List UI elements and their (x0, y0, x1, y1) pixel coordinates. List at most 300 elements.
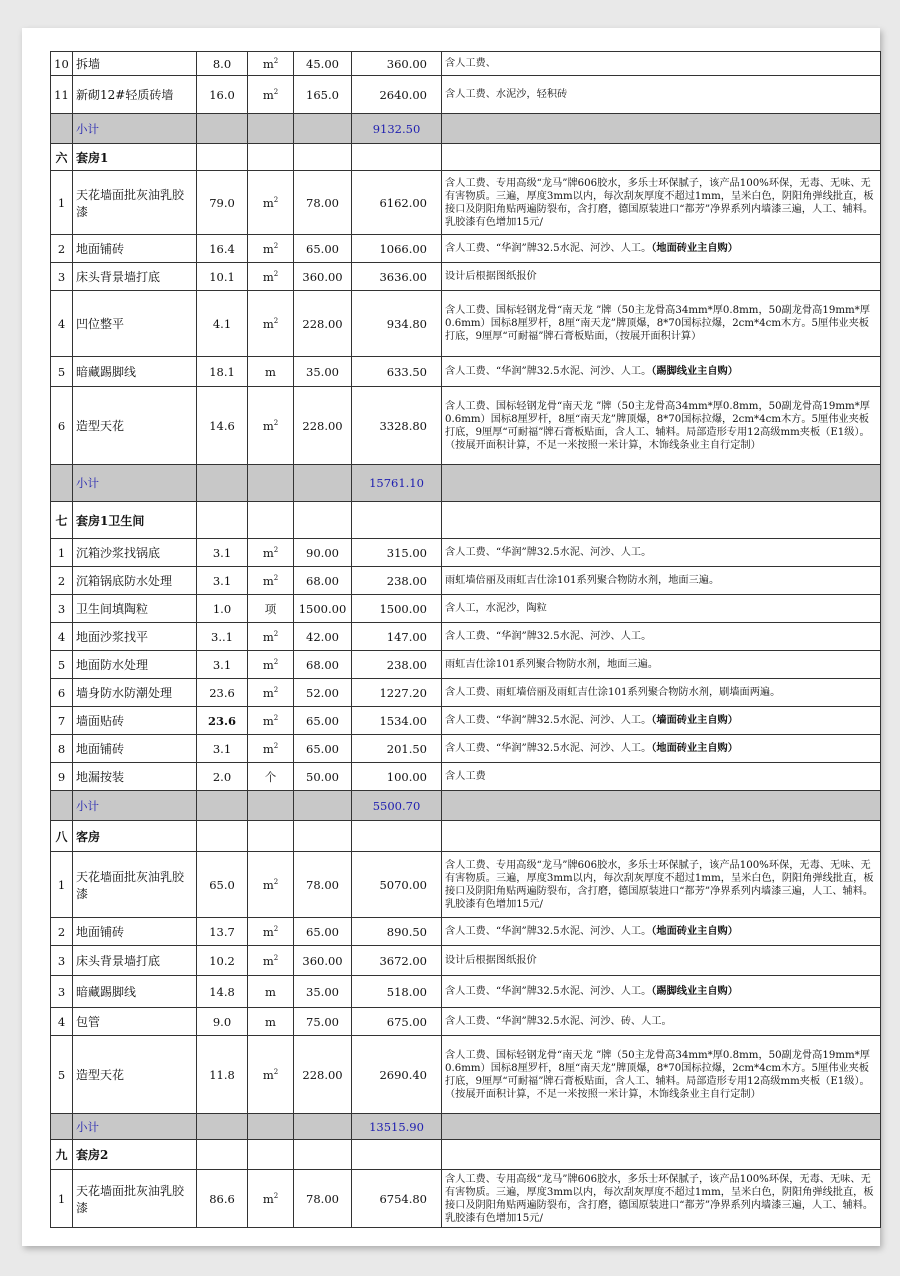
item-name: 造型天花 (73, 387, 197, 465)
unit-exponent: 2 (273, 877, 279, 886)
owner-supplied-note: （墙面砖业主自购） (651, 714, 738, 726)
section-blank (294, 502, 352, 539)
row-number: 7 (51, 707, 73, 735)
unit-base: m (262, 741, 274, 756)
subtotal-value: 9132.50 (352, 114, 442, 144)
subtotal-blank (248, 1114, 294, 1140)
item-note (442, 567, 881, 595)
unit-exponent: 2 (273, 629, 279, 638)
quantity: 4.1 (197, 291, 248, 357)
unit (248, 679, 294, 707)
table-row (51, 235, 881, 263)
unit: 项 (248, 595, 294, 623)
subtotal-value: 15761.10 (352, 465, 442, 502)
section-blank (352, 821, 442, 852)
table-row (51, 679, 881, 707)
row-number: 1 (51, 171, 73, 235)
unit (248, 263, 294, 291)
line-total: 1227.20 (352, 679, 442, 707)
quantity: 16.4 (197, 235, 248, 263)
subtotal-row (51, 791, 881, 821)
section-blank (442, 821, 881, 852)
item-note (442, 1170, 881, 1228)
table-row (51, 539, 881, 567)
unit (248, 623, 294, 651)
note-text: 含人工费、雨虹墙倍丽及雨虹吉仕涂101系列聚合物防水剂，刷墙面两遍。 (445, 687, 781, 698)
row-number: 2 (51, 567, 73, 595)
table-row (51, 263, 881, 291)
item-name: 沉箱沙浆找锅底 (73, 539, 197, 567)
row-number: 3 (51, 595, 73, 623)
unit-price: 68.00 (294, 651, 352, 679)
section-title: 套房1卫生间 (73, 502, 197, 539)
unit-base: m (262, 629, 274, 644)
subtotal-blank (442, 114, 881, 144)
owner-supplied-note: （踢脚线业主自购） (651, 365, 738, 377)
quantity: 2.0 (197, 763, 248, 791)
line-total: 315.00 (352, 539, 442, 567)
unit-exponent: 2 (273, 241, 279, 250)
item-name: 沉箱锅底防水处理 (73, 567, 197, 595)
line-total: 360.00 (352, 52, 442, 76)
line-total: 633.50 (352, 357, 442, 387)
row-number: 4 (51, 291, 73, 357)
unit-exponent: 2 (273, 418, 279, 427)
line-total: 518.00 (352, 976, 442, 1008)
item-note (442, 679, 881, 707)
table-row (51, 735, 881, 763)
note-text: 含人工费、“华润”牌32.5水泥、河沙、人工。 (445, 926, 652, 937)
subtotal-label: 小计 (73, 791, 197, 821)
item-name: 暗藏踢脚线 (73, 976, 197, 1008)
table-row (51, 946, 881, 976)
section-blank (442, 1140, 881, 1170)
subtotal-blank (197, 114, 248, 144)
subtotal-blank (197, 791, 248, 821)
unit-base: m (262, 241, 274, 256)
section-blank (248, 821, 294, 852)
unit (248, 387, 294, 465)
line-total: 6754.80 (352, 1170, 442, 1228)
unit-exponent: 2 (273, 1067, 279, 1076)
note-text: 含人工费 (445, 771, 486, 782)
unit-exponent: 2 (273, 713, 279, 722)
unit-price: 228.00 (294, 1036, 352, 1114)
item-note (442, 735, 881, 763)
quantity: 23.6 (197, 707, 248, 735)
quantity: 3.1 (197, 735, 248, 763)
unit-price: 35.00 (294, 357, 352, 387)
unit: m (248, 1008, 294, 1036)
unit-price: 35.00 (294, 976, 352, 1008)
section-blank (442, 144, 881, 171)
subtotal-blank (51, 791, 73, 821)
subtotal-value: 5500.70 (352, 791, 442, 821)
unit: 个 (248, 763, 294, 791)
section-blank (442, 502, 881, 539)
subtotal-blank (51, 465, 73, 502)
unit-base: m (262, 657, 274, 672)
unit (248, 735, 294, 763)
note-text: 含人工费、专用高级“龙马”牌606胶水，多乐士环保腻子，该产品100%环保，无毒、无味、无有害物质。三遍，厚度3mm以内，每次刮灰厚度不超过1mm，呈米白色，阴阳角弹线批直，板接口及阴阳角贴两遍防裂布，含打磨，德国原装进口“都芳”净界系列内墙漆三遍，人工、辅料。乳胶漆有色增加15元/ (445, 177, 874, 228)
unit-price: 165.0 (294, 76, 352, 114)
section-blank (352, 1140, 442, 1170)
subtotal-blank (51, 114, 73, 144)
quantity: 10.2 (197, 946, 248, 976)
unit (248, 235, 294, 263)
row-number: 3 (51, 263, 73, 291)
quantity: 3.1 (197, 539, 248, 567)
subtotal-blank (248, 465, 294, 502)
section-blank (352, 144, 442, 171)
unit-price: 65.00 (294, 735, 352, 763)
line-total: 100.00 (352, 763, 442, 791)
note-text: 含人工费、 (445, 58, 496, 69)
line-total: 934.80 (352, 291, 442, 357)
unit-price: 50.00 (294, 763, 352, 791)
quantity: 10.1 (197, 263, 248, 291)
item-note (442, 852, 881, 918)
unit-exponent: 2 (273, 87, 279, 96)
quantity: 79.0 (197, 171, 248, 235)
table-row (51, 651, 881, 679)
unit-base: m (262, 316, 274, 331)
unit-exponent: 2 (273, 741, 279, 750)
row-number: 10 (51, 52, 73, 76)
unit-price: 68.00 (294, 567, 352, 595)
line-total: 1066.00 (352, 235, 442, 263)
unit-price: 45.00 (294, 52, 352, 76)
owner-supplied-note: （地面砖业主自购） (651, 925, 738, 937)
row-number: 6 (51, 679, 73, 707)
row-number: 4 (51, 1008, 73, 1036)
subtotal-blank (294, 791, 352, 821)
item-name: 地面铺砖 (73, 235, 197, 263)
unit-price: 75.00 (294, 1008, 352, 1036)
note-text: 雨虹吉仕涂101系列聚合物防水剂，地面三遍。 (445, 659, 659, 670)
item-name: 凹位整平 (73, 291, 197, 357)
unit (248, 52, 294, 76)
quantity: 3.1 (197, 651, 248, 679)
quantity: 3..1 (197, 623, 248, 651)
section-number: 七 (51, 502, 73, 539)
unit-base: m (262, 713, 274, 728)
item-name: 造型天花 (73, 1036, 197, 1114)
note-text: 含人工费、水泥沙，轻积砖 (445, 89, 568, 100)
item-note (442, 595, 881, 623)
section-blank (294, 144, 352, 171)
item-name: 地面铺砖 (73, 918, 197, 946)
subtotal-blank (248, 114, 294, 144)
unit-price: 360.00 (294, 263, 352, 291)
section-title: 套房2 (73, 1140, 197, 1170)
unit-price: 65.00 (294, 235, 352, 263)
quantity: 3.1 (197, 567, 248, 595)
note-text: 含人工费、“华润”牌32.5水泥、河沙、人工。 (445, 986, 652, 997)
section-title: 套房1 (73, 144, 197, 171)
quantity: 1.0 (197, 595, 248, 623)
section-number: 八 (51, 821, 73, 852)
row-number: 6 (51, 387, 73, 465)
item-name: 卫生间填陶粒 (73, 595, 197, 623)
unit-exponent: 2 (273, 657, 279, 666)
subtotal-label: 小计 (73, 465, 197, 502)
row-number: 8 (51, 735, 73, 763)
note-text: 含人工费、“华润”牌32.5水泥、河沙、人工。 (445, 243, 652, 254)
table-row (51, 1036, 881, 1114)
unit-exponent: 2 (273, 316, 279, 325)
unit-price: 65.00 (294, 918, 352, 946)
quantity: 14.6 (197, 387, 248, 465)
table-row (51, 387, 881, 465)
section-header-row (51, 144, 881, 171)
line-total: 890.50 (352, 918, 442, 946)
note-text: 含人工费、国标轻钢龙骨“南天龙 ”牌（50主龙骨高34mm*厚0.8mm，50副龙骨高19mm*厚0.6mm）国标8厘罗杆，8厘“南天龙”牌顶爆，8*70国标拉爆，2cm*4cm木方。5厘伟业夹板打底，9厘厚“可耐福”牌石膏板贴面，含人工、辅料。局部造形专用12高级mm夹板（E1级）。（按展开面积计算，不足一米按照一米计算，木饰线条业主自行定制） (445, 400, 870, 451)
owner-supplied-note: （地面砖业主自购） (651, 242, 738, 254)
row-number: 9 (51, 763, 73, 791)
item-name: 床头背景墙打底 (73, 263, 197, 291)
quantity: 16.0 (197, 76, 248, 114)
unit-exponent: 2 (273, 685, 279, 694)
section-header-row (51, 821, 881, 852)
row-number: 2 (51, 918, 73, 946)
unit-base: m (262, 418, 274, 433)
item-note (442, 918, 881, 946)
unit-exponent: 2 (273, 195, 279, 204)
note-text: 含人工费、“华润”牌32.5水泥、河沙、人工。 (445, 715, 652, 726)
item-note (442, 539, 881, 567)
item-note (442, 946, 881, 976)
subtotal-blank (294, 465, 352, 502)
unit (248, 76, 294, 114)
table-row (51, 1008, 881, 1036)
line-total: 3636.00 (352, 263, 442, 291)
item-note (442, 707, 881, 735)
subtotal-blank (442, 465, 881, 502)
item-note (442, 763, 881, 791)
note-text: 含人工，水泥沙，陶粒 (445, 603, 547, 614)
note-text: 含人工费、“华润”牌32.5水泥、河沙、人工。 (445, 547, 652, 558)
section-blank (248, 502, 294, 539)
item-name: 天花墙面批灰油乳胶漆 (73, 171, 197, 235)
table-row (51, 567, 881, 595)
item-note (442, 976, 881, 1008)
item-name: 地漏按装 (73, 763, 197, 791)
unit-exponent: 2 (273, 545, 279, 554)
item-note (442, 171, 881, 235)
section-blank (294, 1140, 352, 1170)
row-number: 4 (51, 623, 73, 651)
line-total: 1534.00 (352, 707, 442, 735)
subtotal-blank (248, 791, 294, 821)
line-total: 675.00 (352, 1008, 442, 1036)
section-header-row (51, 1140, 881, 1170)
unit-price: 228.00 (294, 387, 352, 465)
owner-supplied-note: （地面砖业主自购） (651, 742, 738, 754)
note-text: 含人工费、专用高级“龙马”牌606胶水，多乐士环保腻子，该产品100%环保，无毒、无味、无有害物质。三遍，厚度3mm以内，每次刮灰厚度不超过1mm，呈米白色，阴阳角弹线批直，板接口及阴阳角贴两遍防裂布，含打磨，德国原装进口“都芳”净界系列内墙漆三遍，人工、辅料。乳胶漆有色增加15元/ (445, 859, 874, 910)
quantity: 23.6 (197, 679, 248, 707)
unit (248, 539, 294, 567)
table-row (51, 52, 881, 76)
line-total: 2640.00 (352, 76, 442, 114)
note-text: 含人工费、“华润”牌32.5水泥、河沙、砖、人工。 (445, 1016, 672, 1027)
table-row (51, 291, 881, 357)
table-row (51, 595, 881, 623)
quantity: 65.0 (197, 852, 248, 918)
unit (248, 946, 294, 976)
subtotal-value: 13515.90 (352, 1114, 442, 1140)
note-text: 设计后根据图纸报价 (445, 271, 537, 282)
section-number: 九 (51, 1140, 73, 1170)
row-number: 11 (51, 76, 73, 114)
subtotal-blank (51, 1114, 73, 1140)
note-text: 含人工费、专用高级“龙马”牌606胶水，多乐士环保腻子，该产品100%环保，无毒、无味、无有害物质。三遍，厚度3mm以内，每次刮灰厚度不超过1mm，呈米白色，阴阳角弹线批直，板接口及阴阳角贴两遍防裂布，含打磨，德国原装进口“都芳”净界系列内墙漆三遍，人工、辅料。乳胶漆有色增加15元/ (445, 1173, 874, 1224)
section-number: 六 (51, 144, 73, 171)
item-note (442, 76, 881, 114)
unit-exponent: 2 (273, 1191, 279, 1200)
unit-exponent: 2 (273, 269, 279, 278)
table-row (51, 357, 881, 387)
table-row (51, 623, 881, 651)
section-blank (248, 1140, 294, 1170)
item-name: 墙面贴砖 (73, 707, 197, 735)
subtotal-blank (442, 1114, 881, 1140)
unit-base: m (262, 1067, 274, 1082)
unit-base: m (262, 953, 274, 968)
unit (248, 918, 294, 946)
unit-price: 228.00 (294, 291, 352, 357)
row-number: 5 (51, 651, 73, 679)
quantity: 18.1 (197, 357, 248, 387)
section-blank (197, 144, 248, 171)
line-total: 1500.00 (352, 595, 442, 623)
unit-base: m (262, 924, 274, 939)
table-row (51, 76, 881, 114)
item-note (442, 263, 881, 291)
subtotal-row (51, 114, 881, 144)
quotation-rows (51, 52, 881, 1228)
line-total: 5070.00 (352, 852, 442, 918)
unit-base: m (262, 545, 274, 560)
row-number: 3 (51, 976, 73, 1008)
table-row (51, 707, 881, 735)
note-text: 含人工费、国标轻钢龙骨“南天龙 ”牌（50主龙骨高34mm*厚0.8mm，50副龙骨高19mm*厚0.6mm）国标8厘罗杆，8厘“南天龙”牌顶爆，8*70国标拉爆，2cm*4cm木方。5厘伟业夹板打底，9厘厚“可耐福”牌石膏板贴面，含人工、辅料。局部造形专用12高级mm夹板（E1级）。（按展开面积计算，不足一米按照一米计算，木饰线条业主自行定制） (445, 1049, 870, 1100)
table-row (51, 976, 881, 1008)
unit-base: m (262, 56, 274, 71)
unit (248, 291, 294, 357)
subtotal-blank (442, 791, 881, 821)
owner-supplied-note: （踢脚线业主自购） (651, 985, 738, 997)
subtotal-blank (294, 1114, 352, 1140)
quantity: 14.8 (197, 976, 248, 1008)
unit-base: m (262, 195, 274, 210)
section-blank (248, 144, 294, 171)
item-name: 墙身防水防潮处理 (73, 679, 197, 707)
section-blank (197, 502, 248, 539)
note-text: 设计后根据图纸报价 (445, 955, 537, 966)
quotation-table (50, 51, 881, 1228)
row-number: 1 (51, 852, 73, 918)
unit-exponent: 2 (273, 573, 279, 582)
item-note (442, 387, 881, 465)
unit (248, 567, 294, 595)
item-note (442, 291, 881, 357)
section-blank (352, 502, 442, 539)
subtotal-blank (294, 114, 352, 144)
item-note (442, 1008, 881, 1036)
unit-price: 52.00 (294, 679, 352, 707)
subtotal-label: 小计 (73, 114, 197, 144)
table-row (51, 852, 881, 918)
quantity: 11.8 (197, 1036, 248, 1114)
section-blank (294, 821, 352, 852)
quantity: 86.6 (197, 1170, 248, 1228)
quotation-sheet (22, 28, 880, 1246)
unit-price: 78.00 (294, 1170, 352, 1228)
unit-price: 360.00 (294, 946, 352, 976)
row-number: 3 (51, 946, 73, 976)
item-name: 地面沙浆找平 (73, 623, 197, 651)
unit-base: m (262, 1191, 274, 1206)
unit (248, 1170, 294, 1228)
item-name: 暗藏踢脚线 (73, 357, 197, 387)
quantity: 8.0 (197, 52, 248, 76)
unit-price: 42.00 (294, 623, 352, 651)
section-title: 客房 (73, 821, 197, 852)
row-number: 1 (51, 539, 73, 567)
unit-price: 90.00 (294, 539, 352, 567)
unit-base: m (262, 269, 274, 284)
unit-exponent: 2 (273, 56, 279, 65)
section-header-row (51, 502, 881, 539)
line-total: 3328.80 (352, 387, 442, 465)
table-row (51, 1170, 881, 1228)
unit (248, 171, 294, 235)
row-number: 2 (51, 235, 73, 263)
note-text: 雨虹墙倍丽及雨虹吉仕涂101系列聚合物防水剂，地面三遍。 (445, 575, 720, 586)
line-total: 238.00 (352, 651, 442, 679)
item-name: 天花墙面批灰油乳胶漆 (73, 852, 197, 918)
item-name: 床头背景墙打底 (73, 946, 197, 976)
line-total: 201.50 (352, 735, 442, 763)
item-note (442, 235, 881, 263)
unit (248, 852, 294, 918)
table-row (51, 918, 881, 946)
item-note (442, 651, 881, 679)
unit (248, 651, 294, 679)
unit-price: 65.00 (294, 707, 352, 735)
unit-price: 78.00 (294, 852, 352, 918)
subtotal-label: 小计 (73, 1114, 197, 1140)
row-number: 5 (51, 357, 73, 387)
subtotal-row (51, 1114, 881, 1140)
unit: m (248, 976, 294, 1008)
quantity: 13.7 (197, 918, 248, 946)
unit-price: 78.00 (294, 171, 352, 235)
line-total: 6162.00 (352, 171, 442, 235)
unit-price: 1500.00 (294, 595, 352, 623)
note-text: 含人工费、“华润”牌32.5水泥、河沙、人工。 (445, 366, 652, 377)
unit (248, 707, 294, 735)
unit-base: m (262, 877, 274, 892)
unit (248, 1036, 294, 1114)
section-blank (197, 1140, 248, 1170)
note-text: 含人工费、国标轻钢龙骨“南天龙 ”牌（50主龙骨高34mm*厚0.8mm，50副龙骨高19mm*厚0.6mm）国标8厘罗杆，8厘“南天龙”牌顶爆，8*70国标拉爆，2cm*4cm木方。5厘伟业夹板打底，9厘厚“可耐福”牌石膏板贴面，（按展开面积计算） (445, 305, 870, 342)
item-note (442, 623, 881, 651)
subtotal-blank (197, 465, 248, 502)
row-number: 1 (51, 1170, 73, 1228)
line-total: 238.00 (352, 567, 442, 595)
